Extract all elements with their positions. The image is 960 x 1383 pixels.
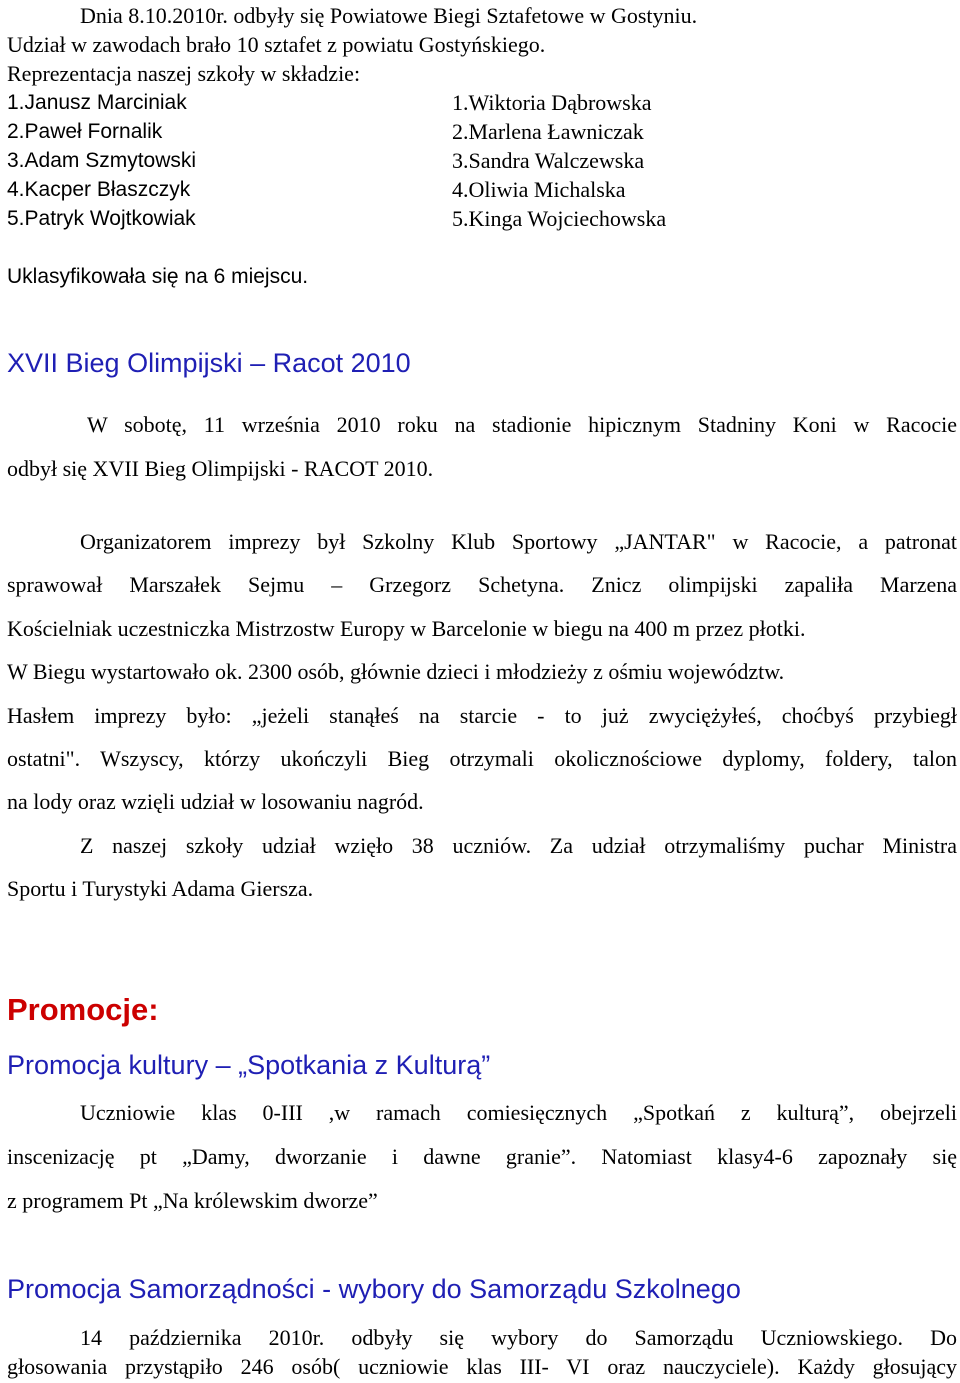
promotions-heading: Promocje: <box>7 992 159 1027</box>
olympic-heading: XVII Bieg Olimpijski – Racot 2010 <box>7 348 411 378</box>
culture-p-line: Uczniowie klas 0-III ,w ramach comiesięcznych „Spotkań z kulturą”, obejrzeli <box>80 1100 957 1125</box>
olympic-p2-line: Kościelniak uczestniczka Mistrzostw Europy w Barcelonie w biegu na 400 m przez płotki. <box>7 616 806 641</box>
olympic-p3-line: Z naszej szkoły udział wzięło 38 uczniów. Za udział otrzymaliśmy puchar Ministra <box>80 833 957 858</box>
gov-p-line: 14 października 2010r. odbyły się wybory do Samorządu Uczniowskiego. Do <box>80 1325 957 1350</box>
team-boy: 4.Kacper Błaszczyk <box>7 178 191 201</box>
team-girl: 3.Sandra Walczewska <box>452 148 645 173</box>
team-girl: 4.Oliwia Michalska <box>452 177 626 202</box>
olympic-p2-line: ostatni". Wszyscy, którzy ukończyli Bieg otrzymali okolicznościowe dyplomy, foldery, talon <box>7 746 957 771</box>
culture-p-line: inscenizację pt „Damy, dworzanie i dawne granie”. Natomiast klasy4-6 zapoznały się <box>7 1144 957 1169</box>
olympic-p2-line: Hasłem imprezy było: „jeżeli stanąłeś na starcie - to już zwyciężyłeś, choćbyś przybiegł <box>7 703 957 728</box>
relay-team-line: Reprezentacja naszej szkoły w składzie: <box>7 61 361 86</box>
team-girl: 5.Kinga Wojciechowska <box>452 206 667 231</box>
team-boy: 1.Janusz Marciniak <box>7 91 187 114</box>
team-boy: 3.Adam Szmytowski <box>7 149 197 172</box>
olympic-p3-line: Sportu i Turystyki Adama Giersza. <box>7 876 314 901</box>
olympic-p2-line: Organizatorem imprezy był Szkolny Klub Sportowy „JANTAR" w Racocie, a patronat <box>80 529 957 554</box>
culture-p-line: z programem Pt „Na królewskim dworze” <box>7 1188 378 1213</box>
culture-heading: Promocja kultury – „Spotkania z Kulturą” <box>7 1050 491 1080</box>
olympic-p1-line: W sobotę, 11 września 2010 roku na stadionie hipicznym Stadniny Koni w Racocie <box>87 412 957 437</box>
olympic-p2-line: sprawował Marszałek Sejmu – Grzegorz Schetyna. Znicz olimpijski zapaliła Marzena <box>7 572 957 597</box>
olympic-p2-line: na lody oraz wzięli udział w losowaniu nagród. <box>7 789 424 814</box>
olympic-p2-line: W Biegu wystartowało ok. 2300 osób, głównie dzieci i młodzieży z ośmiu województw. <box>7 659 785 684</box>
team-girl: 1.Wiktoria Dąbrowska <box>452 90 652 115</box>
relay-intro-line: Dnia 8.10.2010r. odbyły się Powiatowe Biegi Sztafetowe w Gostyniu. <box>80 3 698 28</box>
relay-participation-line: Udział w zawodach brało 10 sztafet z powiatu Gostyńskiego. <box>7 32 546 57</box>
gov-p-line: głosowania przystąpiło 246 osób( uczniowie klas III- VI oraz nauczyciele). Każdy głosujący <box>7 1354 957 1379</box>
team-girl: 2.Marlena Ławniczak <box>452 119 644 144</box>
relay-result: Uklasyfikowała się na 6 miejscu. <box>7 265 309 288</box>
olympic-p1-line: odbył się XVII Bieg Olimpijski - RACOT 2010. <box>7 456 434 481</box>
team-boy: 5.Patryk Wojtkowiak <box>7 207 196 230</box>
team-boy: 2.Paweł Fornalik <box>7 120 163 143</box>
student-government-heading: Promocja Samorządności - wybory do Samorządu Szkolnego <box>7 1274 741 1304</box>
